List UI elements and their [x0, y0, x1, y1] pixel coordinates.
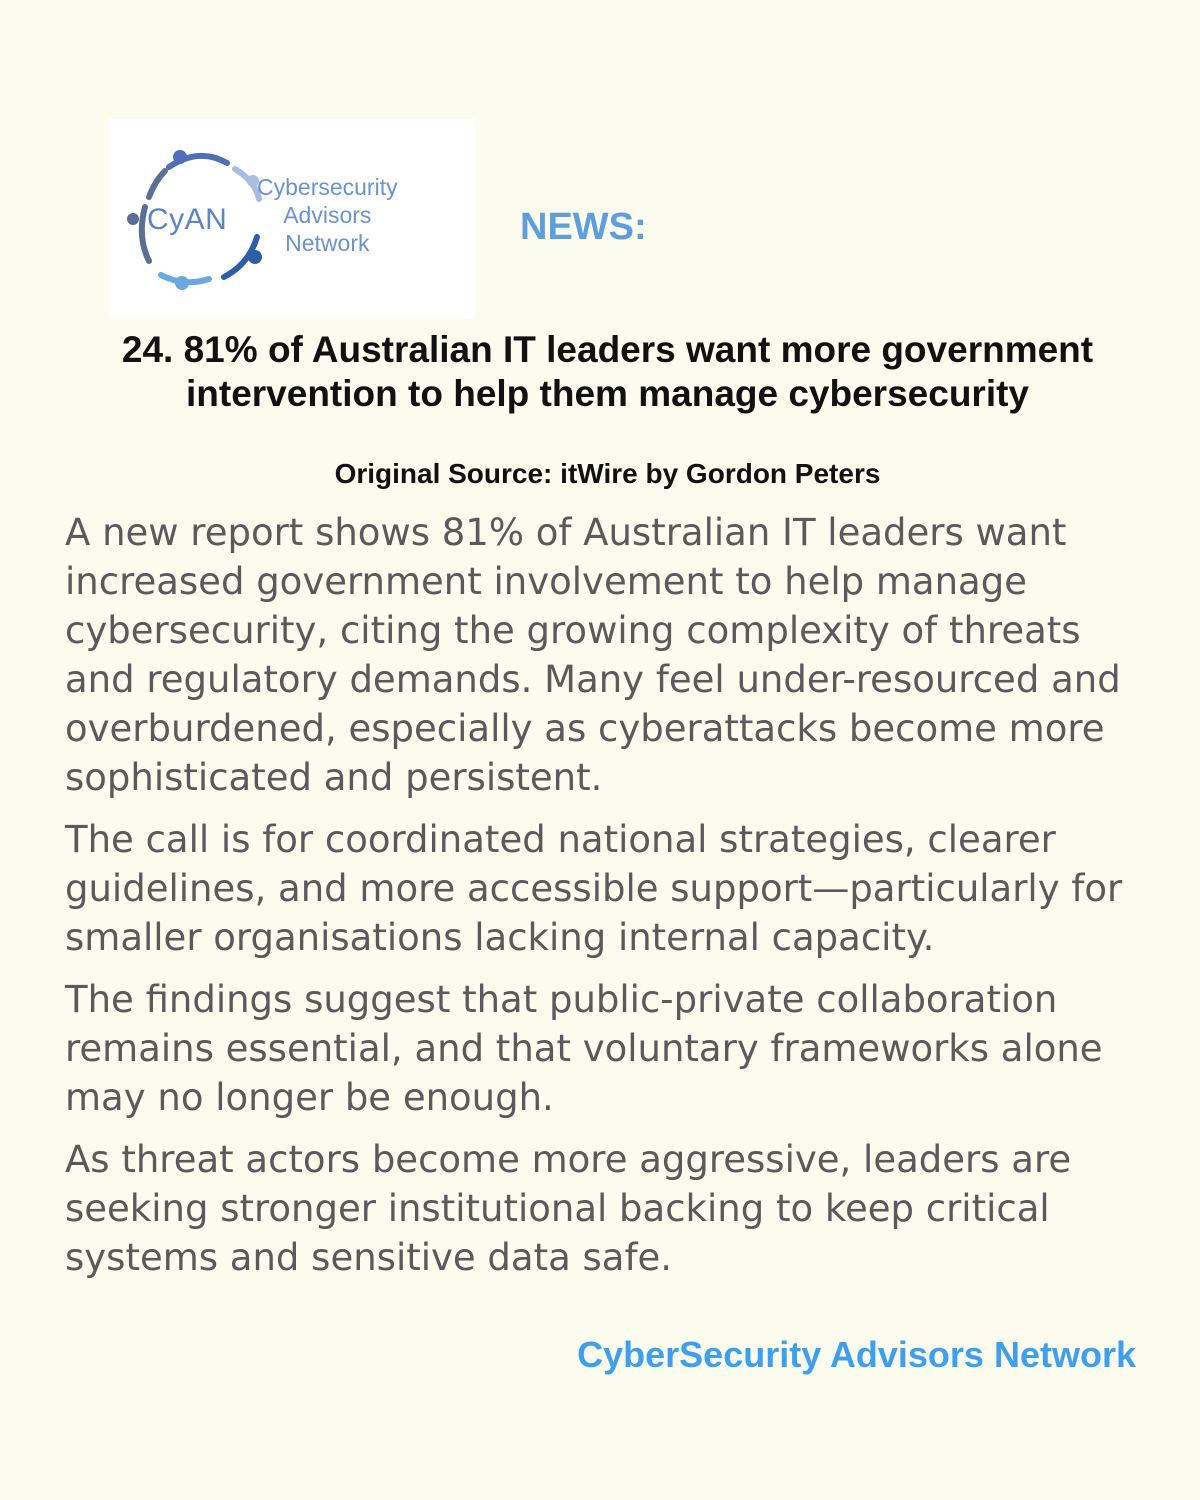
- paragraph: As threat actors become more aggressive, leaders are seeking stronger institutional backing to keep critical systems and sensitive data safe.: [65, 1138, 1072, 1279]
- logo-abbreviation: CyAN: [147, 203, 228, 236]
- source-credit: Original Source: itWire by Gordon Peters: [334, 458, 881, 489]
- logo-name-line: Network: [285, 230, 370, 256]
- article-body: [65, 508, 1155, 1295]
- news-label: NEWS:: [520, 206, 647, 248]
- footer-brand: CyberSecurity Advisors Network: [577, 1334, 1136, 1375]
- cyan-logo: [109, 119, 475, 319]
- paragraph: The call is for coordinated national strategies, clearer guidelines, and more accessible support—particularly for smaller organisations lacking internal capacity.: [65, 818, 1123, 959]
- paragraph: A new report shows 81% of Australian IT leaders want increased government involvement to help manage cybersecurity, citing the growing complexity of threats and regulatory demands. Many feel under-resourced and overburdened, especially as cyberattacks become more sophisticated and persistent.: [65, 511, 1121, 799]
- headline: 24. 81% of Australian IT leaders want more government intervention to help them manage cybersecurity: [121, 329, 1094, 414]
- paragraph: The findings suggest that public-private collaboration remains essential, and that voluntary frameworks alone may no longer be enough.: [65, 978, 1103, 1119]
- logo-name: [257, 173, 398, 257]
- logo-name-line: Advisors: [283, 202, 372, 228]
- logo-name-line: Cybersecurity: [257, 174, 398, 200]
